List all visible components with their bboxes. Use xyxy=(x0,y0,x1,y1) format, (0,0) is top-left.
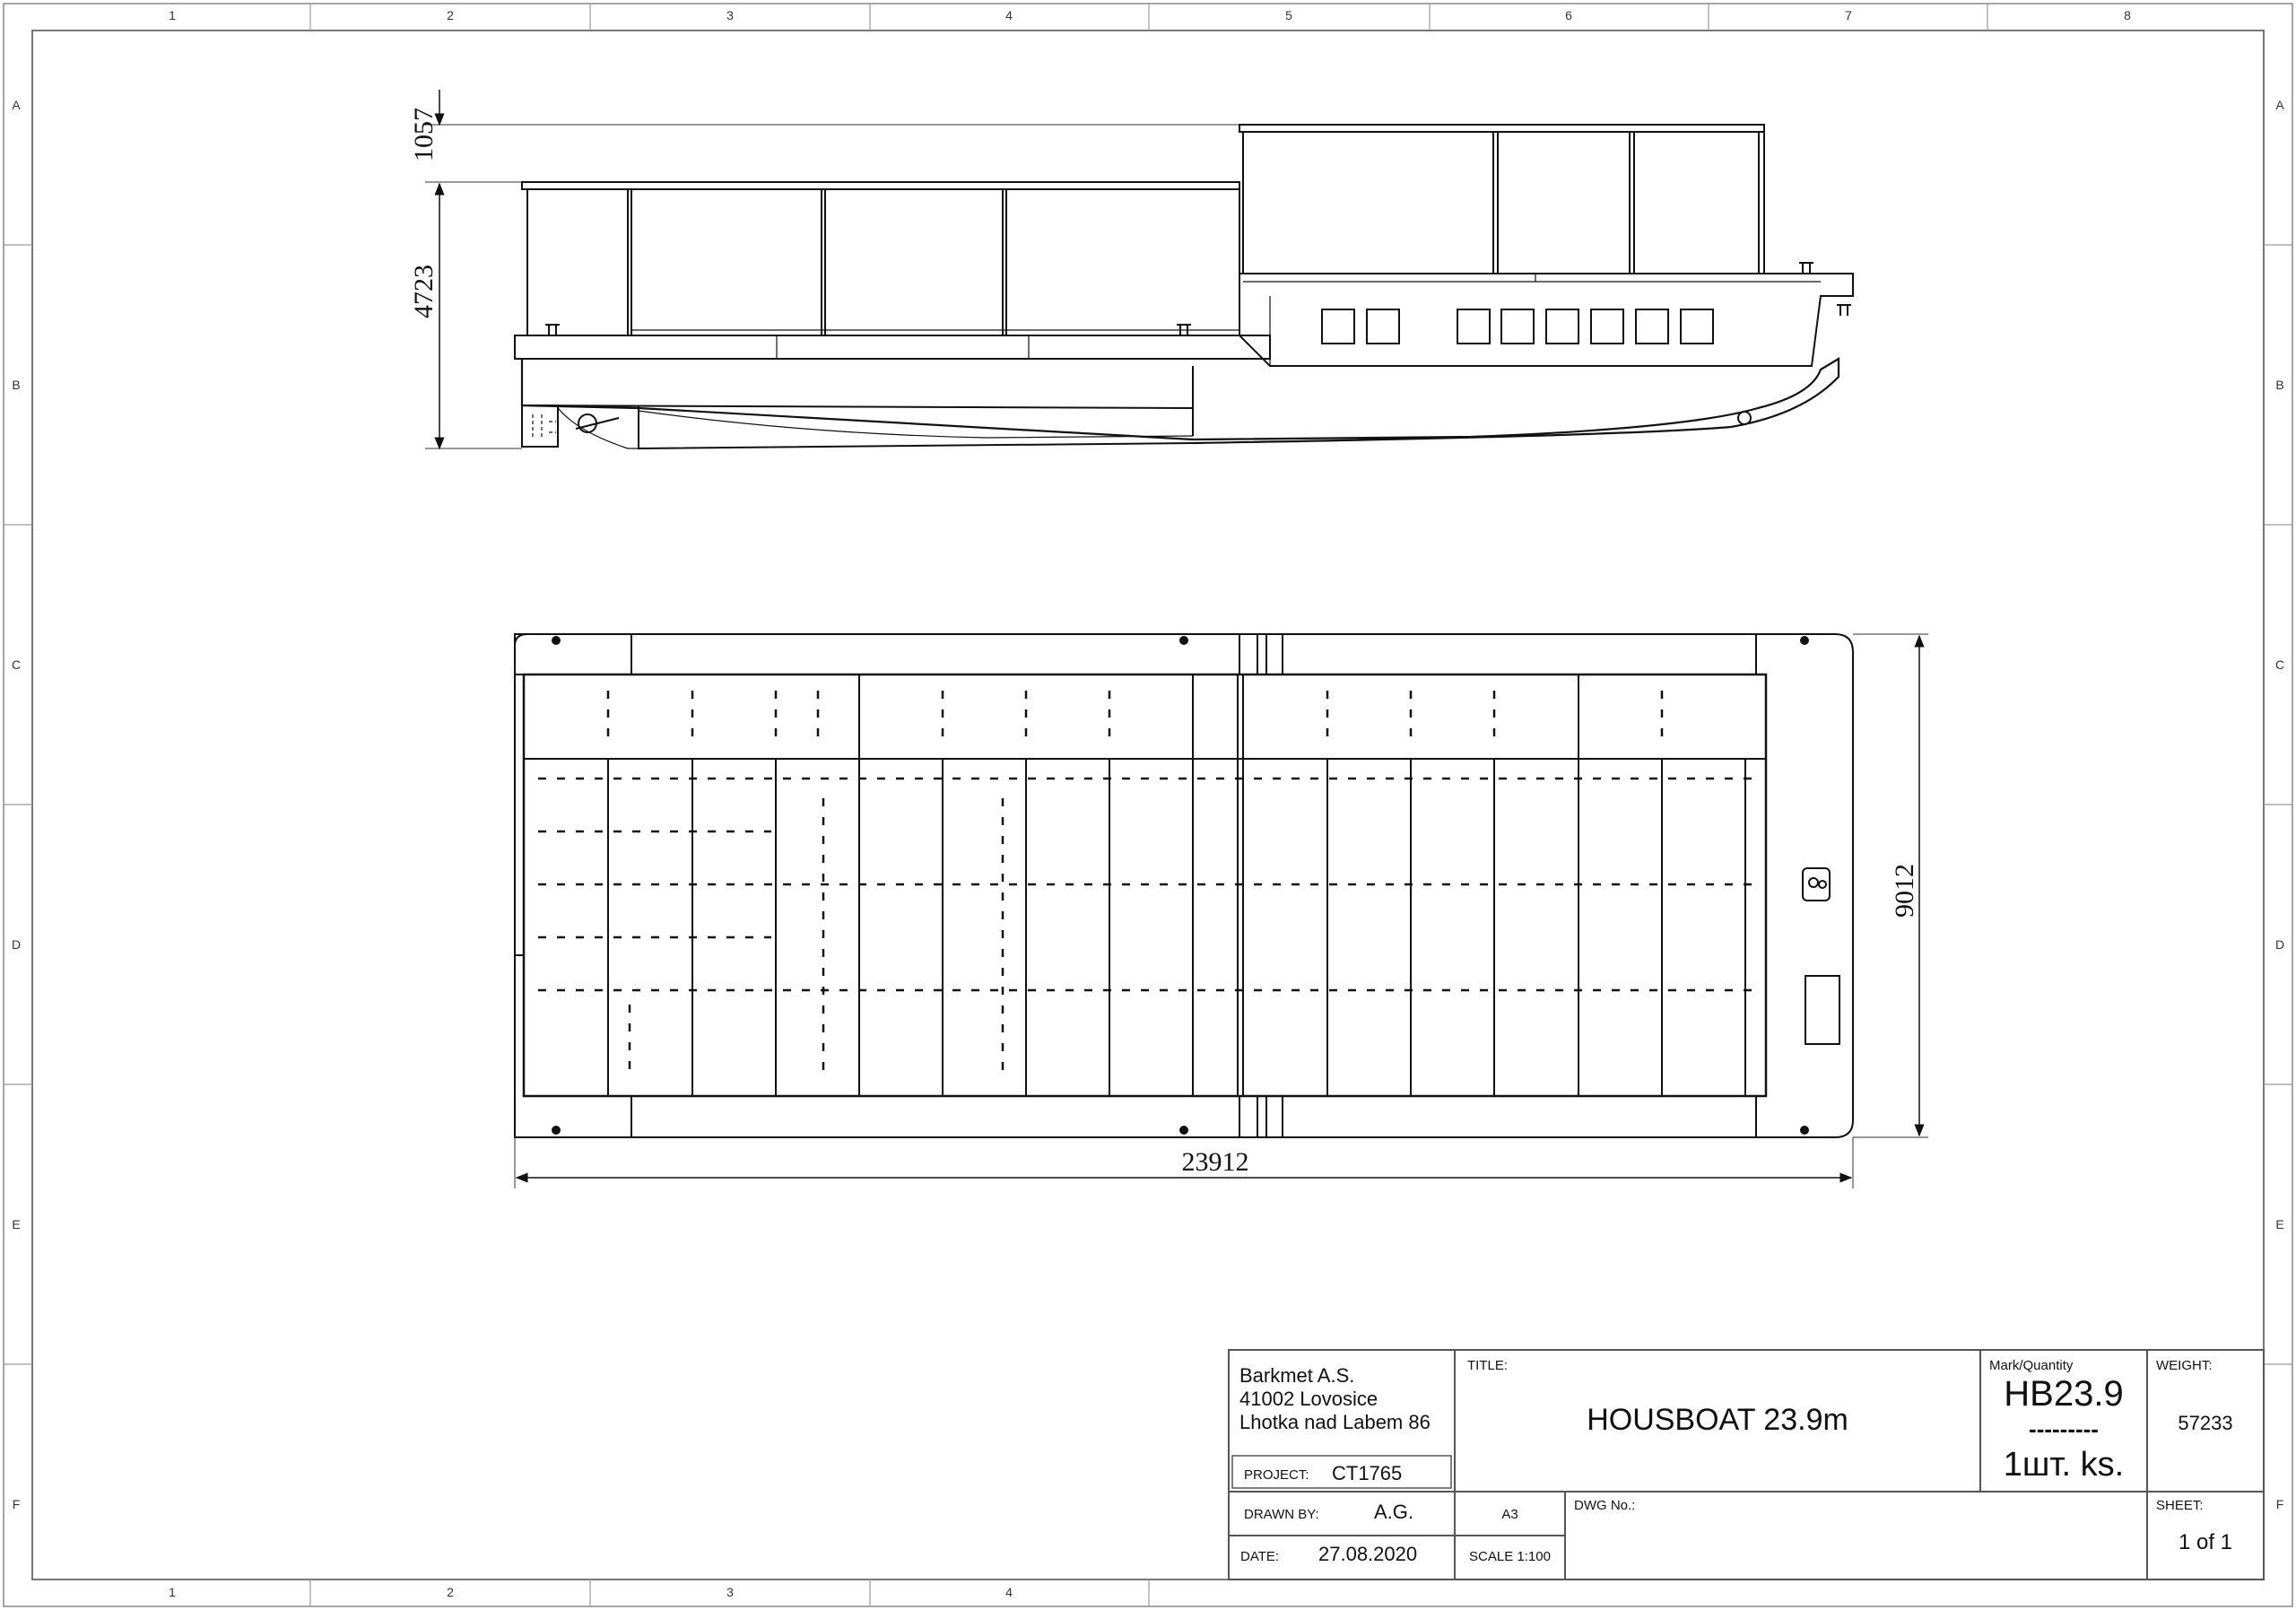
scale-value: SCALE 1:100 xyxy=(1469,1549,1551,1564)
date-value: 27.08.2020 xyxy=(1318,1543,1418,1565)
mark-label: Mark/Quantity xyxy=(1989,1358,2074,1373)
zone-row-f-right: F xyxy=(2275,1497,2284,1511)
zone-col-2: 2 xyxy=(447,8,454,22)
zone-row-d: D xyxy=(11,937,22,952)
zone-col-4-bottom: 4 xyxy=(1005,1585,1013,1599)
sheet-frame xyxy=(4,4,2292,1606)
zone-ticks xyxy=(4,4,2292,1606)
side-dimension-labels xyxy=(409,108,439,318)
sheet-label: SHEET: xyxy=(2156,1498,2204,1513)
dim-upper-height: 1057 xyxy=(409,108,439,161)
zone-row-d-right: D xyxy=(2274,937,2285,952)
zone-col-4: 4 xyxy=(1005,8,1013,22)
sheet-size: A3 xyxy=(1501,1507,1518,1522)
mark-value: HB23.9 xyxy=(2004,1374,2124,1414)
drawn-by-label: DRAWN BY: xyxy=(1244,1507,1319,1522)
weight-value: 57233 xyxy=(2178,1412,2233,1434)
project-value: CT1765 xyxy=(1332,1462,1403,1484)
zone-col-6: 6 xyxy=(1565,8,1572,22)
plan-view xyxy=(515,634,1853,1137)
drawn-by-value: A.G. xyxy=(1374,1501,1414,1523)
zone-row-b: B xyxy=(12,378,21,392)
company-address: Lhotka nad Labem 86 xyxy=(1239,1411,1431,1433)
zone-row-c: C xyxy=(11,657,22,672)
zone-col-5: 5 xyxy=(1285,8,1292,22)
zone-col-3-bottom: 3 xyxy=(726,1585,734,1599)
mark-divider: --------- xyxy=(2029,1415,2099,1442)
dwg-no-label: DWG No.: xyxy=(1574,1498,1636,1513)
sheet-value: 1 of 1 xyxy=(2178,1530,2233,1554)
dim-length: 23912 xyxy=(1181,1147,1249,1177)
title-label: TITLE: xyxy=(1467,1358,1509,1373)
zone-labels xyxy=(12,8,2284,1599)
drawing-title: HOUSBOAT 23.9m xyxy=(1587,1403,1848,1437)
dim-side-height: 4723 xyxy=(409,265,439,318)
zone-row-e-right: E xyxy=(2275,1217,2284,1231)
zone-col-2-bottom: 2 xyxy=(447,1585,454,1599)
date-label: DATE: xyxy=(1240,1549,1280,1564)
zone-row-a: A xyxy=(12,98,21,112)
zone-col-7: 7 xyxy=(1845,8,1852,22)
plan-dimensions xyxy=(515,634,1928,1188)
zone-col-3: 3 xyxy=(726,8,734,22)
company-name: Barkmet A.S. xyxy=(1239,1364,1355,1387)
company-city: 41002 Lovosice xyxy=(1239,1388,1378,1410)
zone-col-1: 1 xyxy=(169,8,176,22)
zone-row-f: F xyxy=(12,1497,21,1511)
plan-dashed-lines xyxy=(538,691,1758,1076)
zone-col-1-bottom: 1 xyxy=(169,1585,176,1599)
project-label: PROJECT: xyxy=(1244,1467,1309,1483)
zone-row-e: E xyxy=(12,1217,21,1231)
side-elevation-view xyxy=(425,90,1853,448)
zone-row-a-right: A xyxy=(2275,98,2284,112)
dim-beam: 9012 xyxy=(1890,864,1919,918)
weight-label: WEIGHT: xyxy=(2156,1358,2213,1373)
zone-col-8: 8 xyxy=(2124,8,2131,22)
zone-row-c-right: C xyxy=(2274,657,2285,672)
zone-row-b-right: B xyxy=(2275,378,2284,392)
quantity-value: 1шт. ks. xyxy=(2003,1446,2125,1484)
